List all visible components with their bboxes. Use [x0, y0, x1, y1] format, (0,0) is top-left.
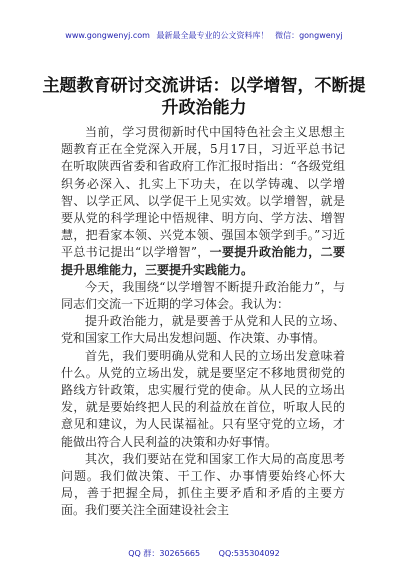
paragraph	[61, 124, 345, 279]
paragraph: 提升政治能力，就是要善于从党和人民的立场、党和国家工作大局出发想问题、作决策、办事情。	[61, 314, 345, 346]
paragraph-text: 当前，学习贯彻新时代中国特色社会主义思想主题教育正在全党深入开展，5月17日，习近平总书记在听取陕西省委和省政府工作汇报时指出：“各级党组织务必深入、扎实上下功夫，在以学铸魂、以学增智、以学正风、以学促干上见实效。以学增智，就是要从党的科学理论中悟规律、明方向、学方法、增智慧，把看家本领、兴党本领、强国本领学到手。”习近平总书记提出“以学增智”，	[61, 125, 345, 260]
paragraph-bold-text: 一要提升政治能力，二要提升思维能力，三要提升实践能力。	[61, 245, 345, 277]
header-wechat: 微信：gongwenyj	[275, 31, 343, 40]
page-footer	[40, 548, 368, 559]
paragraph: 今天，我围绕“以学增智不断提升政治能力”，与同志们交流一下近期的学习体会。我认为：	[61, 279, 345, 312]
header-slogan: 最新最全最专业的公文资料库！	[156, 31, 269, 40]
document-title: 主题教育研讨交流讲话：以学增智，不断提升政治能力	[42, 76, 366, 118]
paragraph: 首先，我们要明确从党和人民的立场出发意味着什么。从党的立场出发，就是要坚定不移地贯彻党的路线方针政策，忠实履行党的使命。从人民的立场出发，就是要始终把人民的利益放在首位，听取人民的意见和建议，为人民谋福祉。只有坚守党的立场，才能做出符合人民利益的决策和办好事情。	[61, 348, 345, 449]
paragraph: 其次，我们要站在党和国家工作大局的高度思考问题。我们做决策、干工作、办事情要始终心怀大局，善于把握全局，抓住主要矛盾和矛盾的主要方面。我们要关注全面建设社会主	[61, 451, 345, 518]
footer-qq: QQ:535304092	[218, 549, 280, 558]
footer-qq-group: QQ 群：30265665	[128, 549, 201, 558]
page-header	[40, 30, 368, 41]
header-site-link[interactable]: www.gongwenyj.com	[65, 31, 150, 40]
document-body	[61, 124, 345, 520]
